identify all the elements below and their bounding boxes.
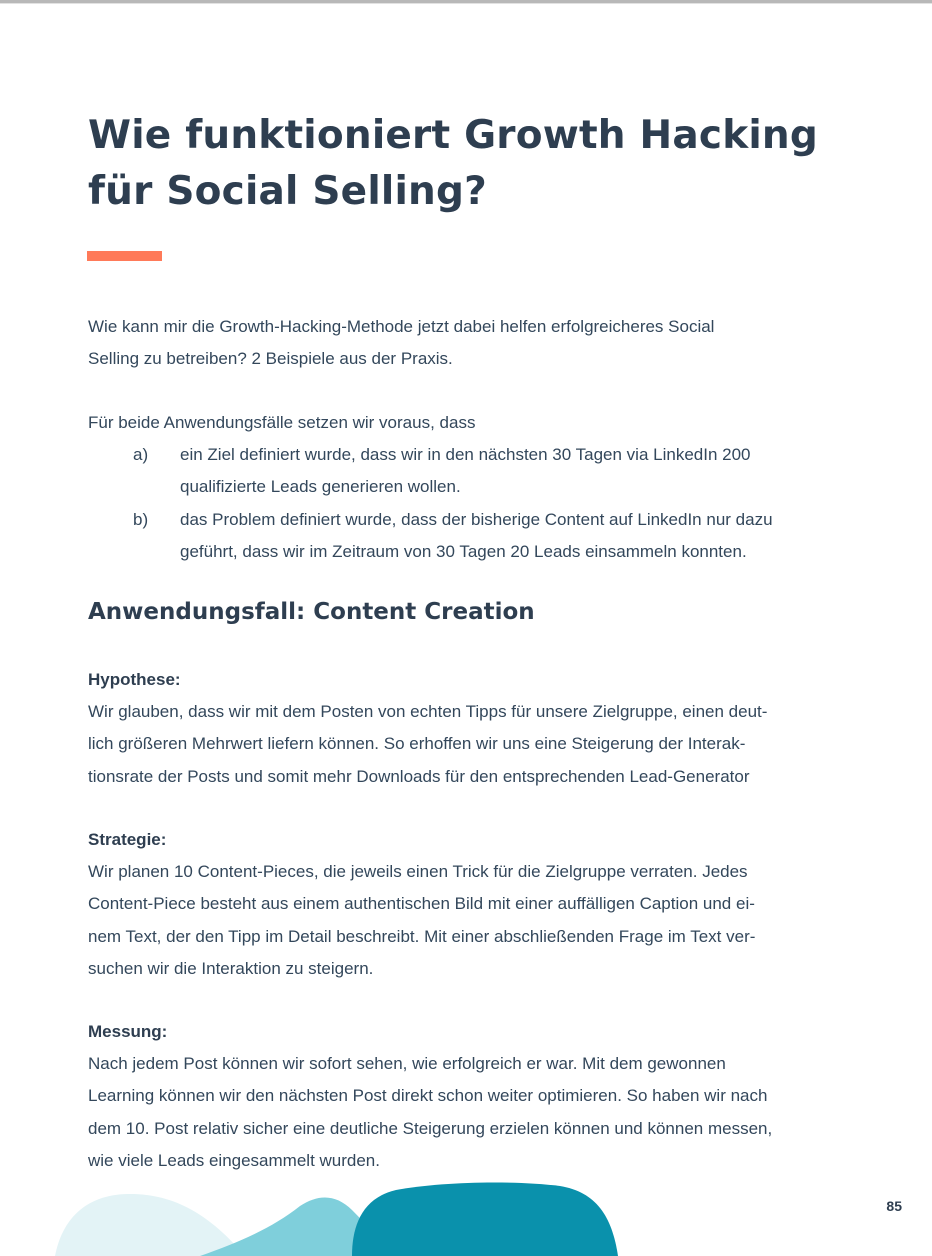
strategy-label: Strategie: <box>88 830 167 849</box>
list-marker-b: b) <box>133 509 149 529</box>
page-title <box>88 108 818 220</box>
list-item <box>133 439 773 504</box>
hypothesis-line: Wir glauben, dass wir mit dem Posten von echten Tipps für unsere Zielgruppe, einen deut- <box>88 702 768 721</box>
intro-paragraph <box>88 311 848 376</box>
strategy-line: nem Text, der den Tipp im Detail beschreibt. Mit einer abschließenden Frage im Text ver- <box>88 926 756 946</box>
page-title-line-2: für Social Selling? <box>88 169 487 214</box>
page-title-line-1: Wie funktioniert Growth Hacking <box>88 113 819 158</box>
list-item-a-line-1: ein Ziel definiert wurde, dass wir in den nächsten 30 Tagen via LinkedIn 200 <box>180 445 751 464</box>
measurement-line: Nach jedem Post können wir sofort sehen, wie erfolgreich er war. Mit dem gewonnen <box>88 1054 726 1073</box>
wave-light <box>55 1194 245 1256</box>
list-item-a-line-2: qualifizierte Leads generieren wollen. <box>180 477 461 497</box>
list-item-b-line-2: geführt, dass wir im Zeitraum von 30 Tagen 20 Leads einsammeln konnten. <box>180 542 747 562</box>
wave-dark <box>352 1183 618 1256</box>
strategy-line: suchen wir die Interaktion zu steigern. <box>88 959 374 979</box>
hypothesis-label: Hypothese: <box>88 670 181 689</box>
measurement-label: Messung: <box>88 1022 168 1041</box>
list-marker-a: a) <box>133 445 149 464</box>
hypothesis-line: lich größeren Mehrwert liefern können. So erhoffen wir uns eine Steigerung der Interak- <box>88 734 746 754</box>
measurement-line: Learning können wir den nächsten Post direkt schon weiter optimieren. So haben wir nach <box>88 1086 768 1106</box>
intro-line-1: Wie kann mir die Growth-Hacking-Methode jetzt dabei helfen erfolgreicheres Social <box>88 317 715 336</box>
strategy-line: Wir planen 10 Content-Pieces, die jeweils einen Trick für die Zielgruppe verraten. Jedes <box>88 862 748 881</box>
hypothesis-text <box>88 696 848 793</box>
measurement-line: dem 10. Post relativ sicher eine deutliche Steigerung erzielen können und können messen, <box>88 1118 773 1138</box>
page-number: 85 <box>886 1198 902 1214</box>
intro-line-2: Selling zu betreiben? 2 Beispiele aus der Praxis. <box>88 349 453 369</box>
list-item <box>133 504 773 569</box>
measurement-text <box>88 1048 848 1178</box>
title-accent-bar <box>87 251 162 261</box>
section-heading: Anwendungsfall: Content Creation <box>88 599 535 625</box>
strategy-line: Content-Piece besteht aus einem authentischen Bild mit einer auffälligen Caption und ei- <box>88 894 755 914</box>
list-item-b-line-1: das Problem definiert wurde, dass der bisherige Content auf LinkedIn nur dazu <box>180 509 773 529</box>
assumptions-lead: Für beide Anwendungsfälle setzen wir voraus, dass <box>88 413 476 432</box>
strategy-text <box>88 856 848 986</box>
page-top-border <box>0 0 932 4</box>
decorative-waves <box>0 1170 932 1256</box>
measurement-line: wie viele Leads eingesammelt wurden. <box>88 1151 380 1171</box>
hypothesis-line: tionsrate der Posts und somit mehr Downloads für den entsprechenden Lead-Generator <box>88 766 750 786</box>
assumptions-list <box>133 439 773 569</box>
